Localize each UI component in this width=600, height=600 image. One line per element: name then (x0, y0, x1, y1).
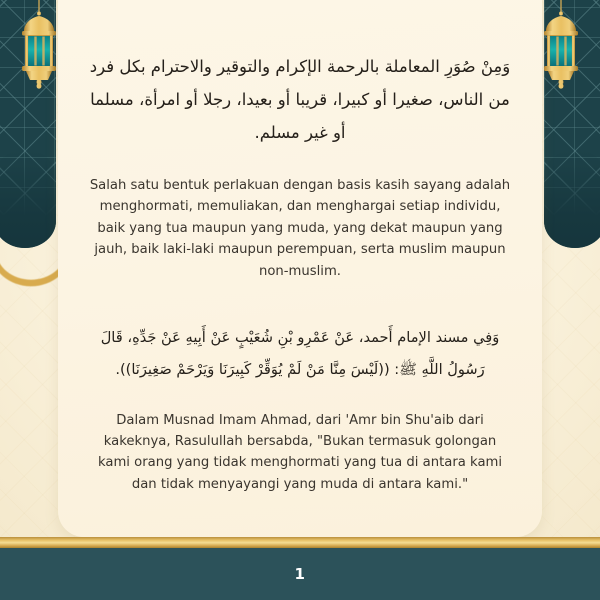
arabic-hadith-text: وَفِي مسند الإمام أَحمد، عَنْ عَمْرِو بْنِ شُعَيْبٍ عَنْ أَبِيهِ عَنْ جَدِّهِ، قَالَ رَسُولُ اللَّهِ ﷺ: ((لَيْسَ مِنَّا مَنْ لَمْ يُوَقِّرْ كَبِيرَنَا وَيَرْحَمْ صَغِيرَنَا)). (100, 328, 500, 378)
translation-passage-text: Salah satu bentuk perlakuan dengan basis kasih sayang adalah menghormati, memuliakan, dan menghargai setiap individu, baik yang tua maupun yang muda, yang dekat maupun yang jauh, baik laki-laki maupun perempuan, serta muslim maupun non-muslim. (89, 178, 511, 279)
content-card-inner (84, 46, 516, 511)
content-card (58, 0, 542, 537)
footer-bar (0, 548, 600, 600)
page-number: 1 (294, 565, 306, 583)
arabic-passage-text: وَمِنْ صُوَرِ المعاملة بالرحمة الإكرام والتوقير والاحترام بكل فرد من الناس، صغيرا أو كبيرا، قريبا أو بعيدا، رجلا أو امرأة، مسلما أو غير مسلم. (89, 57, 511, 142)
translation-hadith-text: Dalam Musnad Imam Ahmad, dari 'Amr bin Shu'aib dari kakeknya, Rasulullah bersabda, "Bukan termasuk golongan kami orang yang tidak menghormati yang tua di antara kami dan tidak menyayangi yang muda di antara kami." (97, 412, 503, 492)
gold-divider-bar (0, 537, 600, 548)
hanging-lantern-icon (538, 0, 584, 98)
panel-arch-shade (544, 150, 600, 248)
hanging-lantern-icon (16, 0, 62, 98)
